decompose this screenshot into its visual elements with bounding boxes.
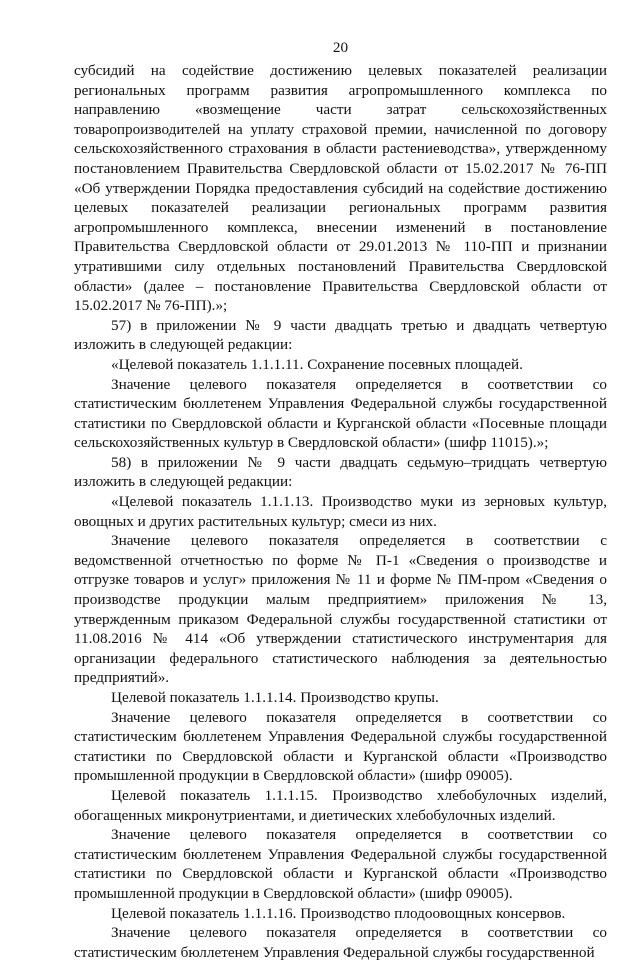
paragraph-indicator-value: Значение целевого показателя определяется в соответствии со статистическим бюллетенем Управления Федеральной службы государственной <box>74 924 607 961</box>
paragraph-indicator-1-1-1-13: «Целевой показатель 1.1.1.13. Производство муки из зерновых культур, овощных и других растительных культур; смеси из них. <box>74 493 607 530</box>
paragraph-indicator-1-1-1-14: Целевой показатель 1.1.1.14. Производство крупы. <box>111 689 439 706</box>
paragraph-indicator-1-1-1-11: «Целевой показатель 1.1.1.11. Сохранение посевных площадей. <box>111 355 523 373</box>
paragraph-indicator-value: Значение целевого показателя определяется в соответствии с ведомственной отчетностью по форме № П-1 «Сведения о производстве и отгрузке товаров и услуг» приложения № 11 и форме № ПМ-пром «Сведения о производстве продукции малым предприятием» приложения № 13, утвержденным приказом Федеральной службы государственной статистики от 11.08.2016 № 414 «Об утверждении статистического инструментария для организации федерального статистического наблюдения за деятельностью предприятий». <box>74 532 607 687</box>
paragraph-indicator-1-1-1-16: Целевой показатель 1.1.1.16. Производство плодоовощных консервов. <box>111 904 566 922</box>
page-number: 20 <box>332 39 349 56</box>
paragraph-indicator-1-1-1-15: Целевой показатель 1.1.1.15. Производство хлебобулочных изделий, обогащенных микронутриентами, и диетических хлебобулочных изделий. <box>74 786 607 824</box>
paragraph-indicator-value: Значение целевого показателя определяется в соответствии со статистическим бюллетенем Управления Федеральной службы государственной статистики по Свердловской области и Курганской области «Производство промышленной продукции в Свердловской области» (шифр 09005). <box>74 708 607 785</box>
document-page <box>74 38 607 962</box>
paragraph-continuation: субсидий на содействие достижению целевых показателей реализации региональных программ развития агропромышленного комплекса по направлению «возмещение части затрат сельскохозяйственных товаропроизводителей на уплату страховой премии, начисленной по договору сельскохозяйственного страхования в области растениеводства», утвержденному постановлением Правительства Свердловской области от 15.02.2017 № 76-ПП «Об утверждении Порядка предоставления субсидий на содействие достижению целевых показателей реализации региональных программ развития агропромышленного комплекса, внесении изменений в постановление Правительства Свердловской области от 29.01.2013 № 110-ПП и признании утратившими силу отдельных постановлений Правительства Свердловской области» (далее – постановление Правительства Свердловской области от 15.02.2017 № 76-ПП).»; <box>74 62 607 315</box>
paragraph-item-57: 57) в приложении № 9 части двадцать третью и двадцать четвертую изложить в следующей редакции: <box>74 316 607 354</box>
paragraph-item-58: 58) в приложении № 9 части двадцать седьмую–тридцать четвертую изложить в следующей редакции: <box>74 453 607 491</box>
paragraph-indicator-value: Значение целевого показателя определяется в соответствии со статистическим бюллетенем Управления Федеральной службы государственной статистики по Свердловской области и Курганской области «Производство промышленной продукции в Свердловской области» (шифр 09005). <box>74 826 607 902</box>
paragraph-indicator-value: Значение целевого показателя определяется в соответствии со статистическим бюллетенем Управления Федеральной службы государственной статистики по Свердловской области и Курганской области «Посевные площади сельскохозяйственных культур в Свердловской области» (шифр 11015).»; <box>74 375 607 452</box>
